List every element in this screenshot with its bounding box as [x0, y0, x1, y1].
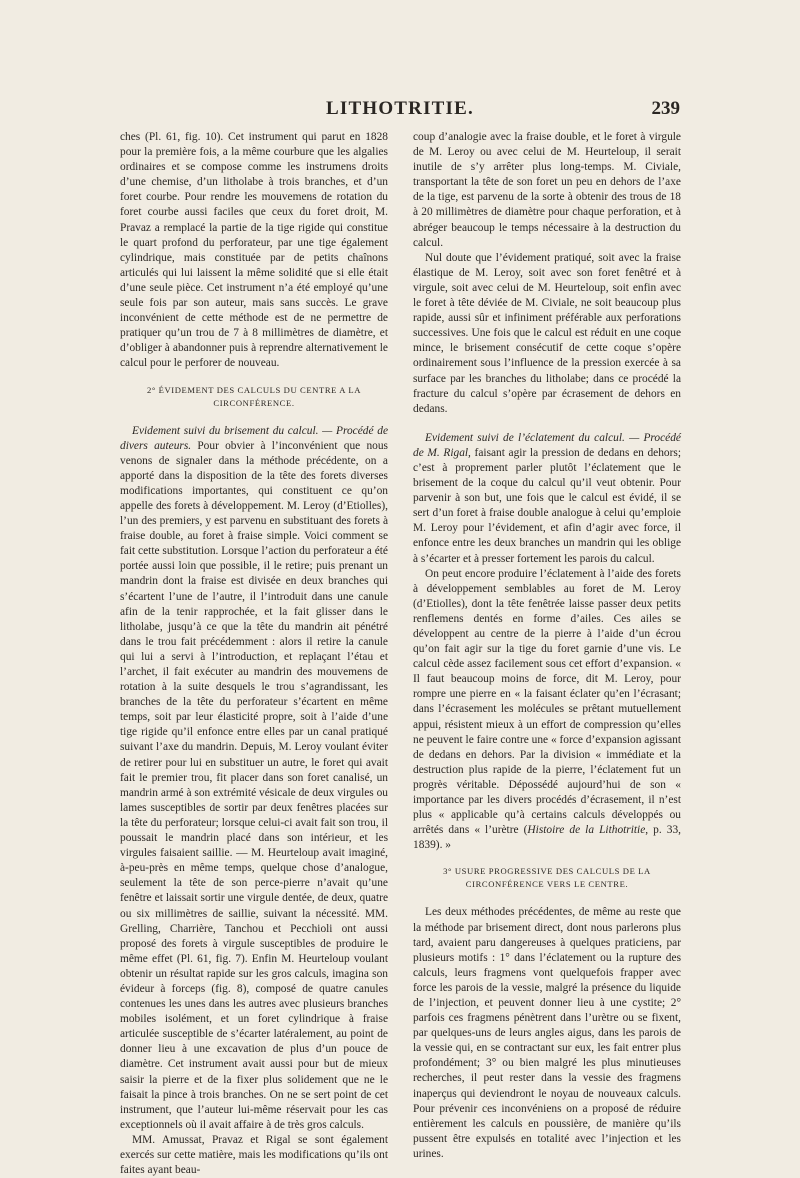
page-number: 239	[651, 98, 680, 119]
paragraph: coup d’analogie avec la fraise double, et le foret à virgule de M. Leroy ou avec celui de M. Heurteloup, il serait inutile de s’y arrêter plus long-temps. M. Civiale, transportant la tête de son foret un peu en dehors de l’axe de la tige, est parvenu de la sorte à obtenir des trous de 18 à 20 millimètres de diamètre pour chaque perforation, et à abréger beaucoup le temps nécessaire à la destruction du calcul.	[413, 131, 681, 249]
paragraph-body: faisant agir la pression de dedans en dehors; c’est à proprement parler plutôt l’éclatement que le brisement de la coque du calcul qu’il veut obtenir. Pour parvenir à son but, une fois que le calcul est évidé, il se sert d’un foret à fraise double analogue à celui qu’emploie M. Leroy pour l’évidement, et afin d’agir avec force, il enfonce entre les deux branches un mandrin qui les oblige à s’écarter et à presser fortement les parois du calcul.	[413, 446, 681, 565]
paragraph	[120, 424, 388, 1133]
paragraph	[413, 431, 681, 567]
paragraph: MM. Amussat, Pravaz et Rigal se sont également exercés sur cette matière, mais les modifications qu’ils ont faites ayant beau-	[120, 1133, 388, 1177]
section-heading: 2° ÉVIDEMENT DES CALCULS DU CENTRE A LA CIRCONFÉRENCE.	[146, 384, 362, 408]
paragraph-title: Evidement suivi de l’éclatement du calcul. — Procédé de M. Rigal,	[413, 431, 681, 459]
paragraph	[413, 567, 681, 854]
citation-title: Histoire de la Lithotritie	[527, 824, 646, 837]
right-column	[413, 130, 681, 1162]
left-column	[120, 130, 388, 1178]
page-header	[120, 98, 680, 124]
paragraph-title: Evidement suivi du brisement du calcul. — Procédé de divers auteurs.	[120, 424, 388, 452]
paragraph: Les deux méthodes précédentes, de même au reste que la méthode par brisement direct, dont nous parlerons plus tard, avaient paru dangereuses à quelques praticiens, par plusieurs motifs : 1° dans l’éclatement ou la rupture des calculs, leurs fragmens vont quelquefois frapper avec force les parois de la vessie, malgré la présence du liquide de l’injection, et peuvent donner lieu à une cystite; 2° parfois ces fragmens pénètrent dans l’urètre ou se fixent, par quelques-uns de leurs angles aigus, dans les parois de la vessie qui, en se contractant sur eux, les fait entrer plus profondément; 3° ou bien malgré les plus minutieuses recherches, il peut rester dans la vessie des fragmens inaperçus qui deviendront le noyau de nouveaux calculs. Pour prévenir ces inconvéniens on a proposé de réduire entièrement les calculs en poussière, de manière qu’ils pussent être expulsés en totalité avec l’injection et les urines.	[413, 906, 681, 1160]
paragraph: Nul doute que l’évidement pratiqué, soit avec la fraise élastique de M. Leroy, soit avec son foret fenêtré et à virgule, soit avec celui de M. Heurteloup, soit enfin avec le foret à tête déviée de M. Civiale, ne soit beaucoup plus rapide, aussi sûr et infiniment préférable aux perforations successives. Une fois que le calcul est réduit en une coque mince, le brisement consécutif de cette coque s’opère ordinairement sous l’influence de la pression exercée à sa surface par les branches du litholabe; dans ce procédé la fracture du calcul s’opère par écrasement de dehors en dedans.	[413, 251, 681, 415]
paragraph: ches (Pl. 61, fig. 10). Cet instrument qui parut en 1828 pour la première fois, a la même courbure que les algalies ordinaires et se compose comme les instrumens droits d’une chemise, d’un litholabe à trois branches, et d’un foret courbe. Pour rendre les mouvemens de rotation du foret courbe aussi faciles que ceux du foret droit, M. Pravaz a remplacé la partie de la tige rigide qui constitue le quart profond du perforateur, par une tige également cylindrique, mais constituée par de petits chaînons articulés qui lui laissent la même solidité que si elle était d’une seule pièce. Cet instrument n’a été employé qu’une seule fois par son auteur, mais sans succès. Le grave inconvénient de cette méthode est de ne permettre de pratiquer qu’un trou de 7 à 8 millimètres de diamètre, et d’obliger à abandonner puis à reprendre alternativement le calcul pour le perforer de nouveau.	[120, 131, 388, 370]
section-heading: 3° USURE PROGRESSIVE DES CALCULS DE LA CIRCONFÉRENCE VERS LE CENTRE.	[443, 866, 651, 890]
citation-rest: , p. 33, 1839). »	[413, 824, 681, 852]
paragraph-body: Pour obvier à l’inconvénient que nous venons de signaler dans la méthode précédente, on a apporté dans la disposition de la tête des forets diverses modifications importantes, qui constituent ce qu’on appelle des forets à développement. M. Leroy (d’Etiolles), l’un des premiers, y est parvenu en substituant des forets à fraise double, au foret à fraise simple. Voici comment se fait cette substitution. Lorsque l’action du perforateur a été portée aussi loin que possible, il le retire; puis prenant un mandrin dont la fraise est divisée en deux branches qui s’écartent l’une de l’autre, il l’introduit dans une canule afin de la tenir rapprochée, et la fait glisser dans le litholabe, jusqu’à ce que la tête du mandrin ait pénétré dans le trou fait précédemment : alors il retire la canule qui lui a servi à l’introduction, et replaçant l’étau et l’archet, il fait exécuter au mandrin des mouvemens de rotation à la suite desquels le trou s’agrandissant, les branches de la tête du perforateur s’écartent en même temps, soit par leur élasticité propre, soit à l’aide d’une tige rigide qu’il enfonce entre elles par un canal pratiqué suivant l’axe du mandrin. Depuis, M. Leroy voulant éviter de retirer pour lui en substituer un autre, le foret qui avait fait le premier trou, fit placer dans son foret canalisé, un mandrin armé à son extrémité vésicale de deux virgules ou lames susceptibles de sortir par deux fenêtres placées sur la tête du perforateur; lorsque celui-ci avait fait son trou, il poussait le mandrin placé dans son intérieur, et les virgules faisaient saillie. — M. Heurteloup avait imaginé, à-peu-près en même temps, quelque chose d’analogue, seulement la tête de son perce-pierre n’avait qu’une fenêtre et laissait sortir une virgule dentée, de deux, quatre ou six millimètres de saillie, suivant la nécessité. MM. Grelling, Charrière, Tanchou et Pecchioli ont aussi proposé des forets à virgule susceptibles de produire le même effet (Pl. 61, fig. 7). Enfin M. Heurteloup voulant obtenir un résultat rapide sur les gros calculs, imagina son évideur à forceps (fig. 8), composé de quatre canules contenues les unes dans les autres avec plusieurs branches mobiles isolément, et un foret cylindrique à fraise articulée susceptible de s’écarter latéralement, au point de donner lieu à une excavation de plus d’un pouce de diamètre. Cet instrument avait aussi pour but de mieux saisir la pierre et de la fixer plus solidement que ne le faisait la pince à trois branches. On ne se sert point de cet instrument, que l’auteur lui-même réservait pour les cas exceptionnels où il avait affaire à de très gros calculs.	[120, 439, 388, 1131]
running-title: LITHOTRITIE.	[326, 98, 474, 119]
paragraph-body: On peut encore produire l’éclatement à l’aide des forets à développement semblables au foret de M. Leroy (d’Etiolles), dont la tête fenêtrée laisse passer deux petits renflemens dentés en forme d’ailes. Ces ailes se développent au centre de la pierre à l’aide d’un écrou qu’on fait agir sur la tige du foret garnie d’une vis. Le calcul cède assez facilement sous cet effort d’expansion. « Il faut beaucoup moins de force, dit M. Leroy, pour rompre une pierre en « la faisant éclater qu’en l’écrasant; dans l’écrasement les molécules se prêtant mutuellement appui, résistent mieux à un effort de compression qu’elles ne peuvent le faire contre une « force d’expansion agissant de dedans en dehors. Par la division « immédiate et la destruction plus rapide de la pierre, l’éclatement fut un progrès véritable. Dépossédé aujourd’hui de son « importance par les divers procédés d’écrasement, il n’est plus « applicable qu’à certains calculs développés ou arrêtés dans « l’urètre (	[413, 567, 681, 837]
